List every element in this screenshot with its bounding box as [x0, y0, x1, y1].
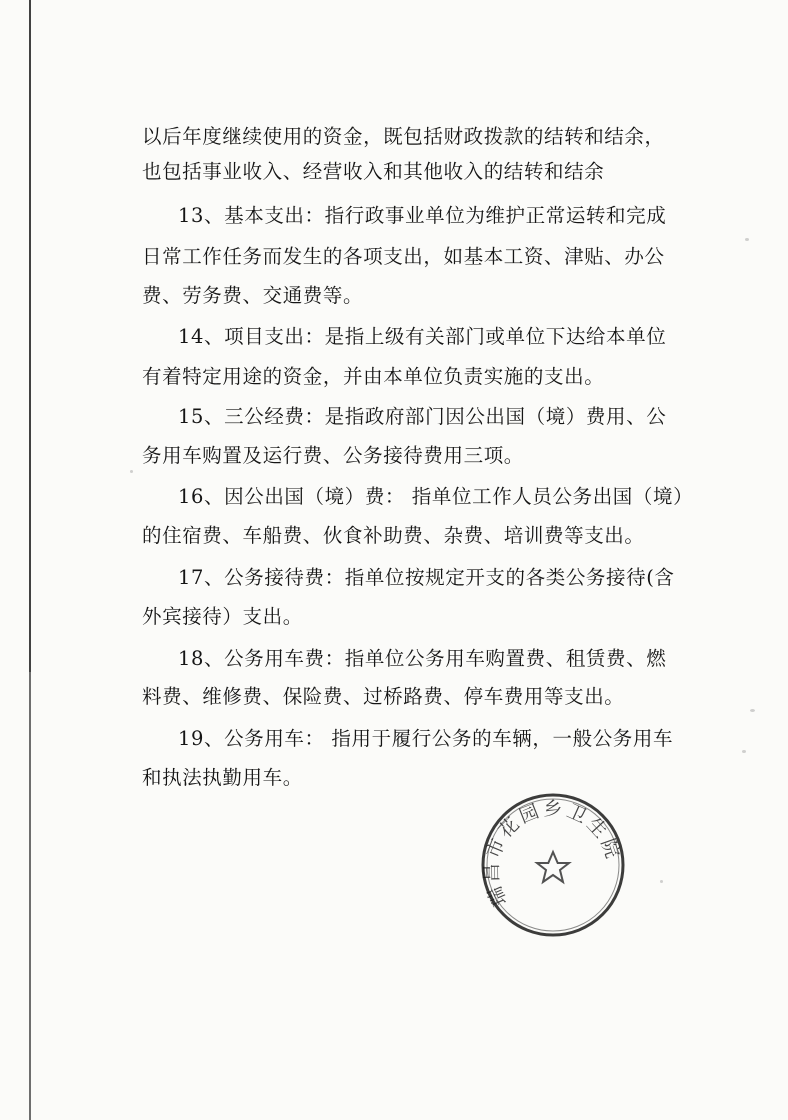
text-line-17: 和执法执勤用车。 [142, 766, 303, 789]
text-line-15: 料费、维修费、保险费、过桥路费、停车费用等支出。 [142, 685, 625, 708]
text-line-3: 13、基本支出：指行政事业单位为维护正常运转和完成 [178, 204, 667, 227]
scan-speck [660, 880, 663, 883]
text-line-13: 外宾接待）支出。 [142, 605, 303, 628]
text-line-7: 有着特定用途的资金，并由本单位负责实施的支出。 [142, 365, 605, 388]
scan-speck [742, 750, 746, 753]
text-line-1: 以后年度继续使用的资金，既包括财政拨款的结转和结余， [142, 125, 665, 148]
text-line-2: 也包括事业收入、经营收入和其他收入的结转和结余 [142, 160, 605, 183]
text-line-16: 19、公务用车： 指用于履行公务的车辆，一般公务用车 [178, 727, 674, 750]
text-line-10: 16、因公出国（境）费： 指单位工作人员公务出国（境） [178, 485, 694, 508]
scan-speck [750, 709, 755, 712]
svg-text:瑞昌市花园乡卫生院: 瑞昌市花园乡卫生院 [480, 798, 625, 910]
text-line-5: 费、劳务费、交通费等。 [142, 284, 364, 307]
text-line-4: 日常工作任务而发生的各项支出，如基本工资、津贴、办公 [142, 245, 665, 268]
text-line-12: 17、公务接待费：指单位按规定开支的各类公务接待(含 [178, 566, 675, 589]
official-seal [478, 790, 628, 940]
text-line-14: 18、公务用车费：指单位公务用车购置费、租赁费、燃 [178, 647, 667, 670]
seal-star-icon [537, 852, 569, 882]
text-line-6: 14、项目支出：是指上级有关部门或单位下达给本单位 [178, 325, 667, 348]
scan-speck [130, 470, 133, 473]
binding-edge-line [29, 0, 31, 1120]
scan-speck [745, 238, 749, 241]
text-line-8: 15、三公经费：是指政府部门因公出国（境）费用、公 [178, 405, 667, 428]
text-line-11: 的住宿费、车船费、伙食补助费、杂费、培训费等支出。 [142, 524, 645, 547]
text-line-9: 务用车购置及运行费、公务接待费用三项。 [142, 444, 524, 467]
